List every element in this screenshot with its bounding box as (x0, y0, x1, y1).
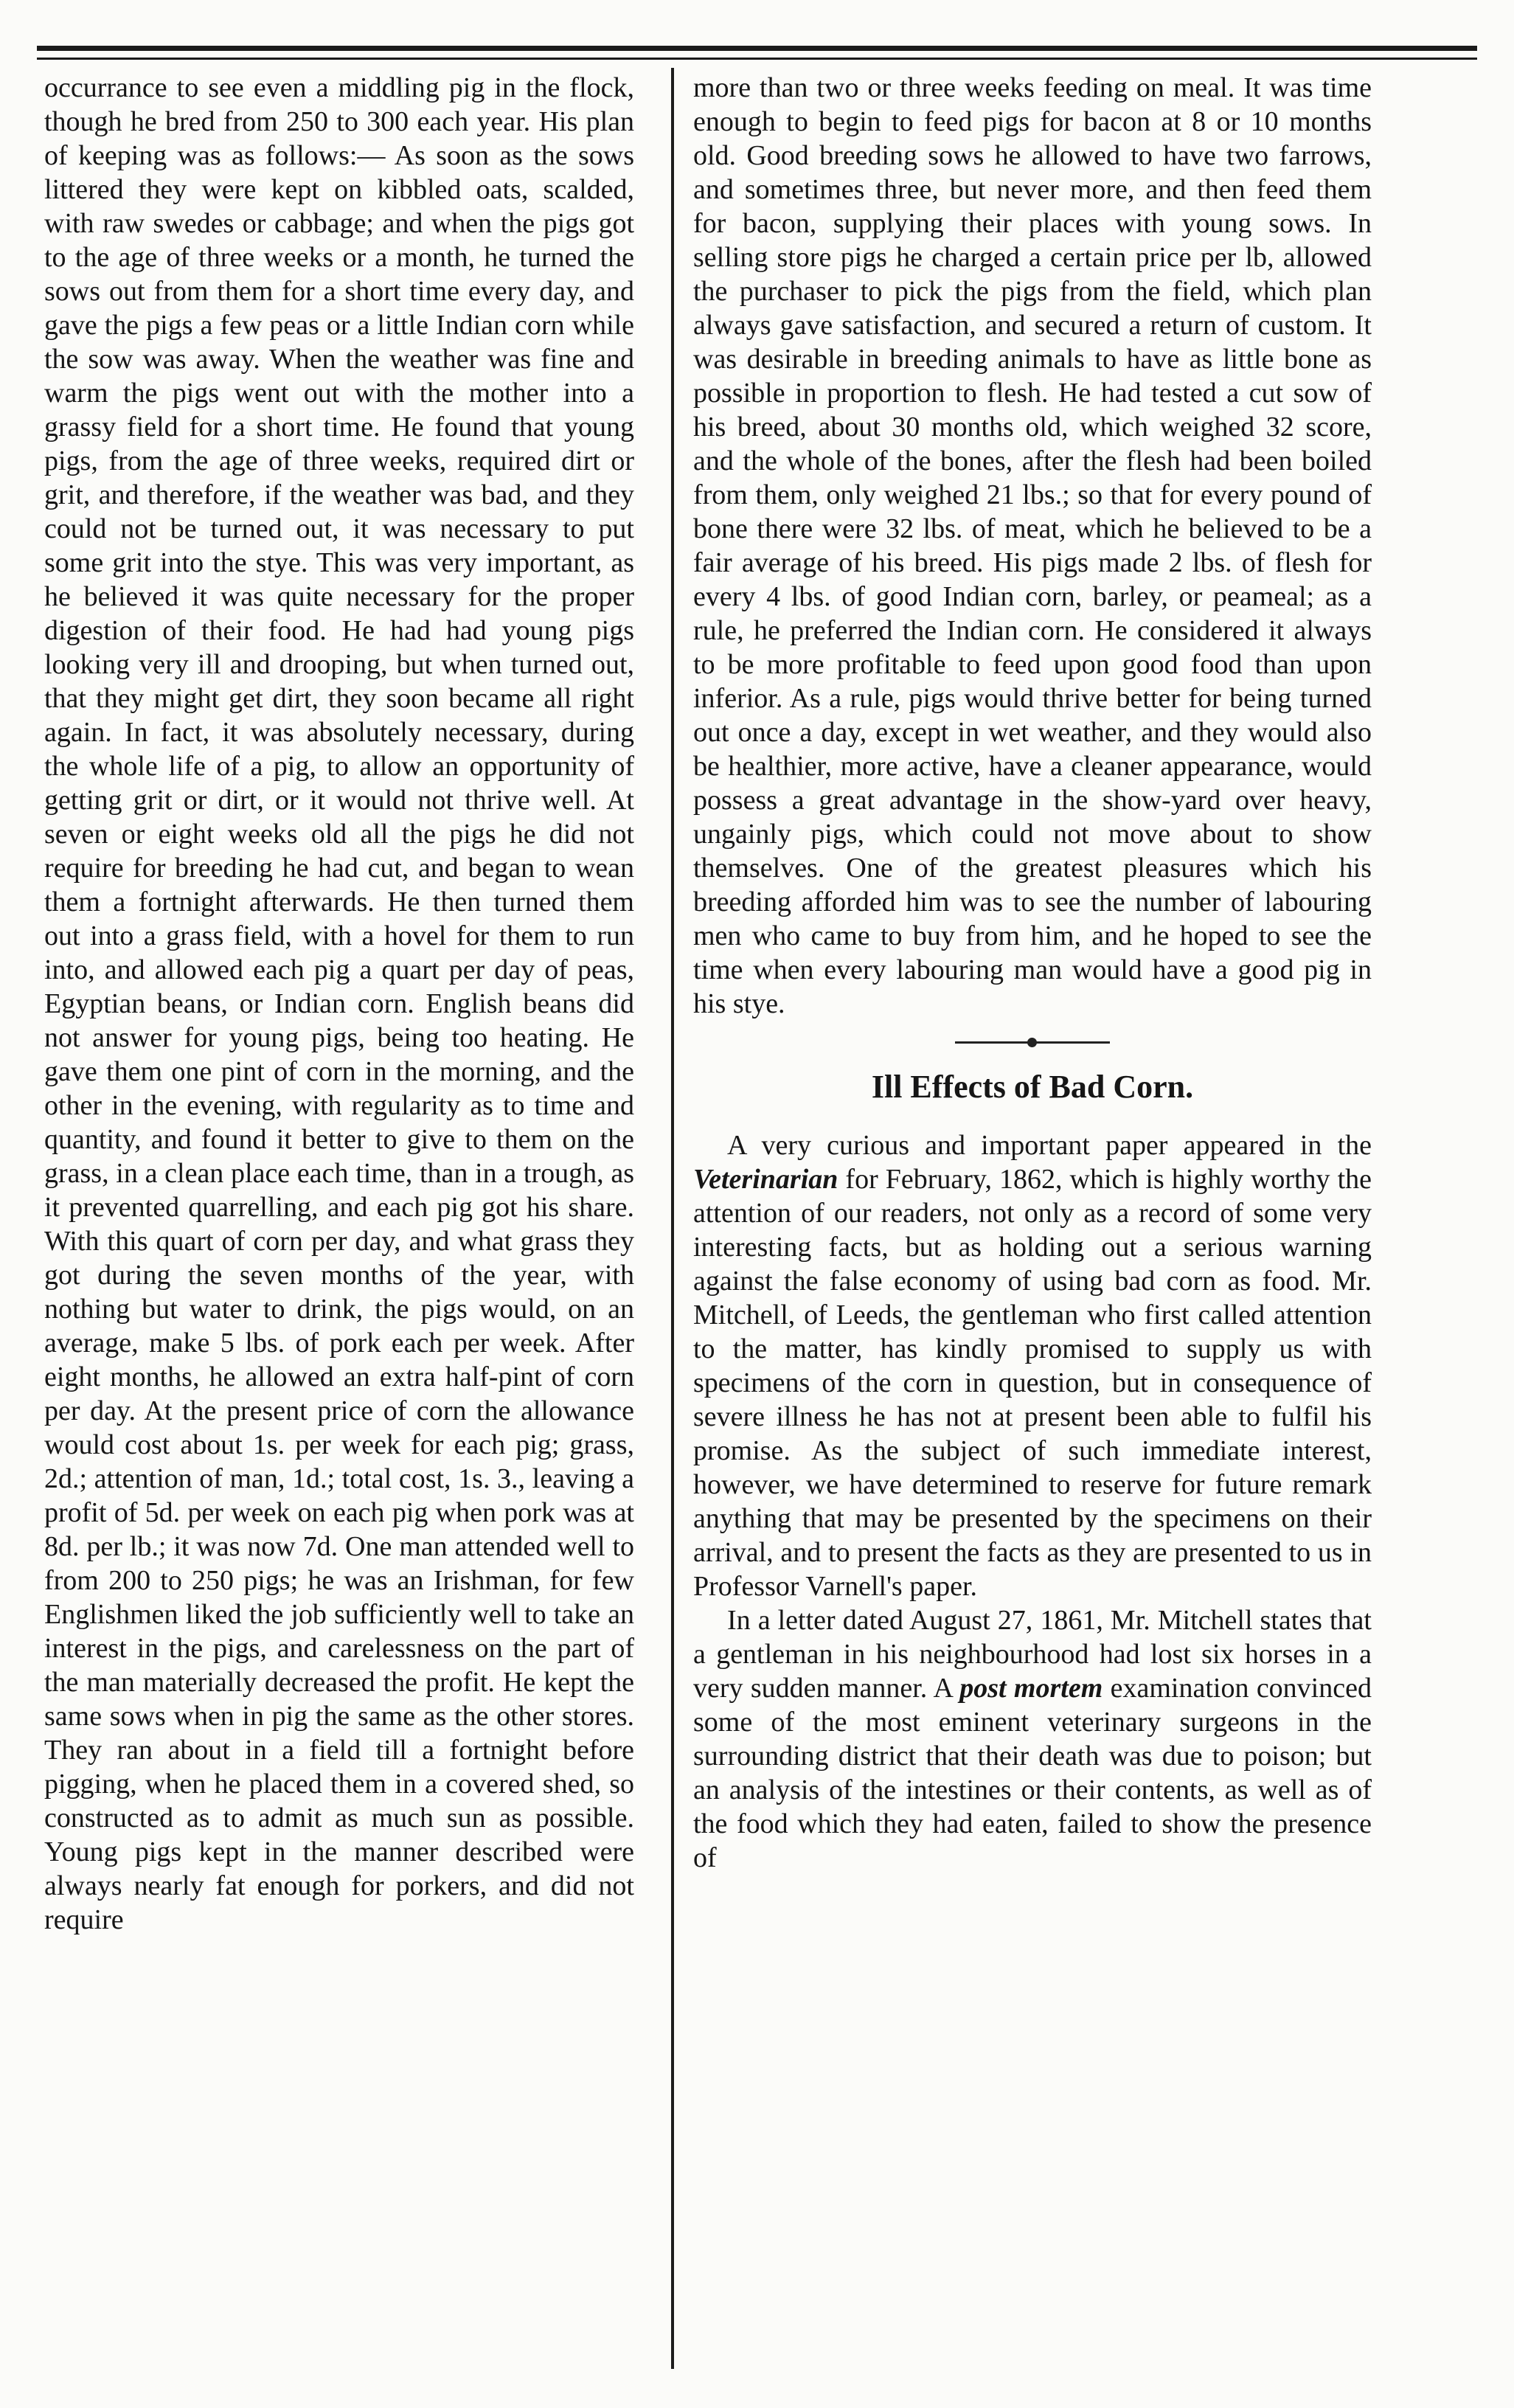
left-column-paragraph: occurrance to see even a middling pig in the flock, though he bred from 250 to 300 each year. His plan of keeping was as follows:— As soon as the sows littered they were kept on kibbled oats, scalded, with raw swedes or cabbage; and when the pigs got to the age of three weeks or a month, he turned the sows out from them for a short time every day, and gave the pigs a few peas or a little Indian corn while the sow was away. When the weather was fine and warm the pigs went out with the mother into a grassy field for a short time. He found that young pigs, from the age of three weeks, required dirt or grit, and therefore, if the weather was bad, and they could not be turned out, it was necessary to put some grit into the stye. This was very important, as he believed it was quite necessary for the proper digestion of their food. He had had young pigs looking very ill and drooping, but when turned out, that they might get dirt, they soon became all right again. In fact, it was absolutely necessary, during the whole life of a pig, to allow an opportunity of getting grit or dirt, or it would not thrive well. At seven or eight weeks old all the pigs he did not require for breeding he had cut, and began to wean them a fortnight afterwards. He then turned them out into a grass field, with a hovel for them to run into, and allowed each pig a quart per day of peas, Egyptian beans, or Indian corn. English beans did not answer for young pigs, being too heating. He gave them one pint of corn in the morning, and the other in the evening, with regularity as to time and quantity, and found it better to give to them on the grass, in a clean place each time, than in a trough, as it prevented quarrelling, and each pig got his share. With this quart of corn per day, and what grass they got during the seven months of the year, with nothing but water to drink, the pigs would, on an average, make 5 lbs. of pork each per week. After eight months, he allowed an extra half-pint of corn per day. At the present price of corn the allowance would cost about 1s. per week for each pig; grass, 2d.; attention of man, 1d.; total cost, 1s. 3., leaving a profit of 5d. per week on each pig when pork was at 8d. per lb.; it was now 7d. One man attended well to from 200 to 250 pigs; he was an Irishman, for few Englishmen liked the job sufficiently well to take an interest in the pigs, and carelessness on the part of the man materially decreased the profit. He kept the same sows when in pig the same as the other stores. They ran about in a field till a fortnight before pigging, when he placed them in a covered shed, so constructed as to admit as much sun as possible. Young pigs kept in the manner described were always nearly fat enough for porkers, and did not require (44, 72, 634, 1935)
column-divider (671, 68, 674, 2369)
continued-paragraph: more than two or three weeks feeding on meal. It was time enough to begin to feed pigs for bacon at 8 or 10 months old. Good breeding sows he allowed to have two farrows, and sometimes three, but never more, and then feed them for bacon, supplying their places with young sows. In selling store pigs he charged a certain price per lb, allowed the purchaser to pick the pigs from the field, which plan always gave satisfaction, and secured a return of custom. It was desirable in breeding animals to have as little bone as possible in proportion to flesh. He had tested a cut sow of his breed, about 30 months old, which weighed 32 score, and the whole of the bones, after the flesh had been boiled from them, only weighed 21 lbs.; so that for every pound of bone there were 32 lbs. of meat, which he believed to be a fair average of his breed. His pigs made 2 lbs. of flesh for every 4 lbs. of good Indian corn, barley, or peameal; as a rule, he preferred the Indian corn. He considered it always to be more profitable to feed upon good food than upon inferior. As a rule, pigs would thrive better for being turned out once a day, except in wet weather, and they would also be healthier, more active, have a cleaner appearance, would possess a great advantage in the show-yard over heavy, ungainly pigs, which could not move about to show themselves. One of the greatest pleasures which his breeding afforded him was to see the number of labouring men who came to buy from him, and he hoped to see the time when every labouring man would have a good pig in his stye. (693, 72, 1372, 1019)
right-column (693, 71, 1372, 1875)
paragraph-1-text-b: for February, 1862, which is highly worthy the attention of our readers, not only as a record of some very interesting facts, but as holding out a serious warning against the false economy of using bad corn as food. Mr. Mitchell, of Leeds, the gentleman who first called attention to the matter, has kindly promised to supply us with specimens of the corn in question, but in consequence of severe illness he has not at present been able to fulfil his promise. As the subject of such immediate interest, however, we have determined to reserve for future remark anything that may be presented by the specimens on their arrival, and to present the facts as they are presented to us in Professor Varnell's paper. (693, 1164, 1372, 1602)
paragraph-2-text-a: In a letter dated August 27, 1861, Mr. Mitchell states that a gentleman in his neighbourhood had lost six horses in a very sudden manner. A (693, 1605, 1372, 1704)
paragraph-2-text-b: examination convinced some of the most eminent veterinary surgeons in the surrounding district that their death was due to poison; but an analysis of the intestines or their contents, as well as of the food which they had eaten, failed to show the presence of (693, 1673, 1372, 1873)
article-paragraph-2 (693, 1603, 1372, 1875)
article-paragraph-1 (693, 1128, 1372, 1603)
section-title: Ill Effects of Bad Corn. (871, 1069, 1194, 1105)
paragraph-1-text-a: A very curious and important paper appeared in the (727, 1130, 1372, 1161)
left-column (44, 71, 634, 1937)
journal-name: Veterinarian (693, 1164, 838, 1195)
post-mortem-term: post mortem (959, 1673, 1103, 1704)
header-rule-thin (37, 58, 1477, 60)
section-divider-ornament (955, 1037, 1110, 1047)
header-rule-thick (37, 46, 1477, 51)
